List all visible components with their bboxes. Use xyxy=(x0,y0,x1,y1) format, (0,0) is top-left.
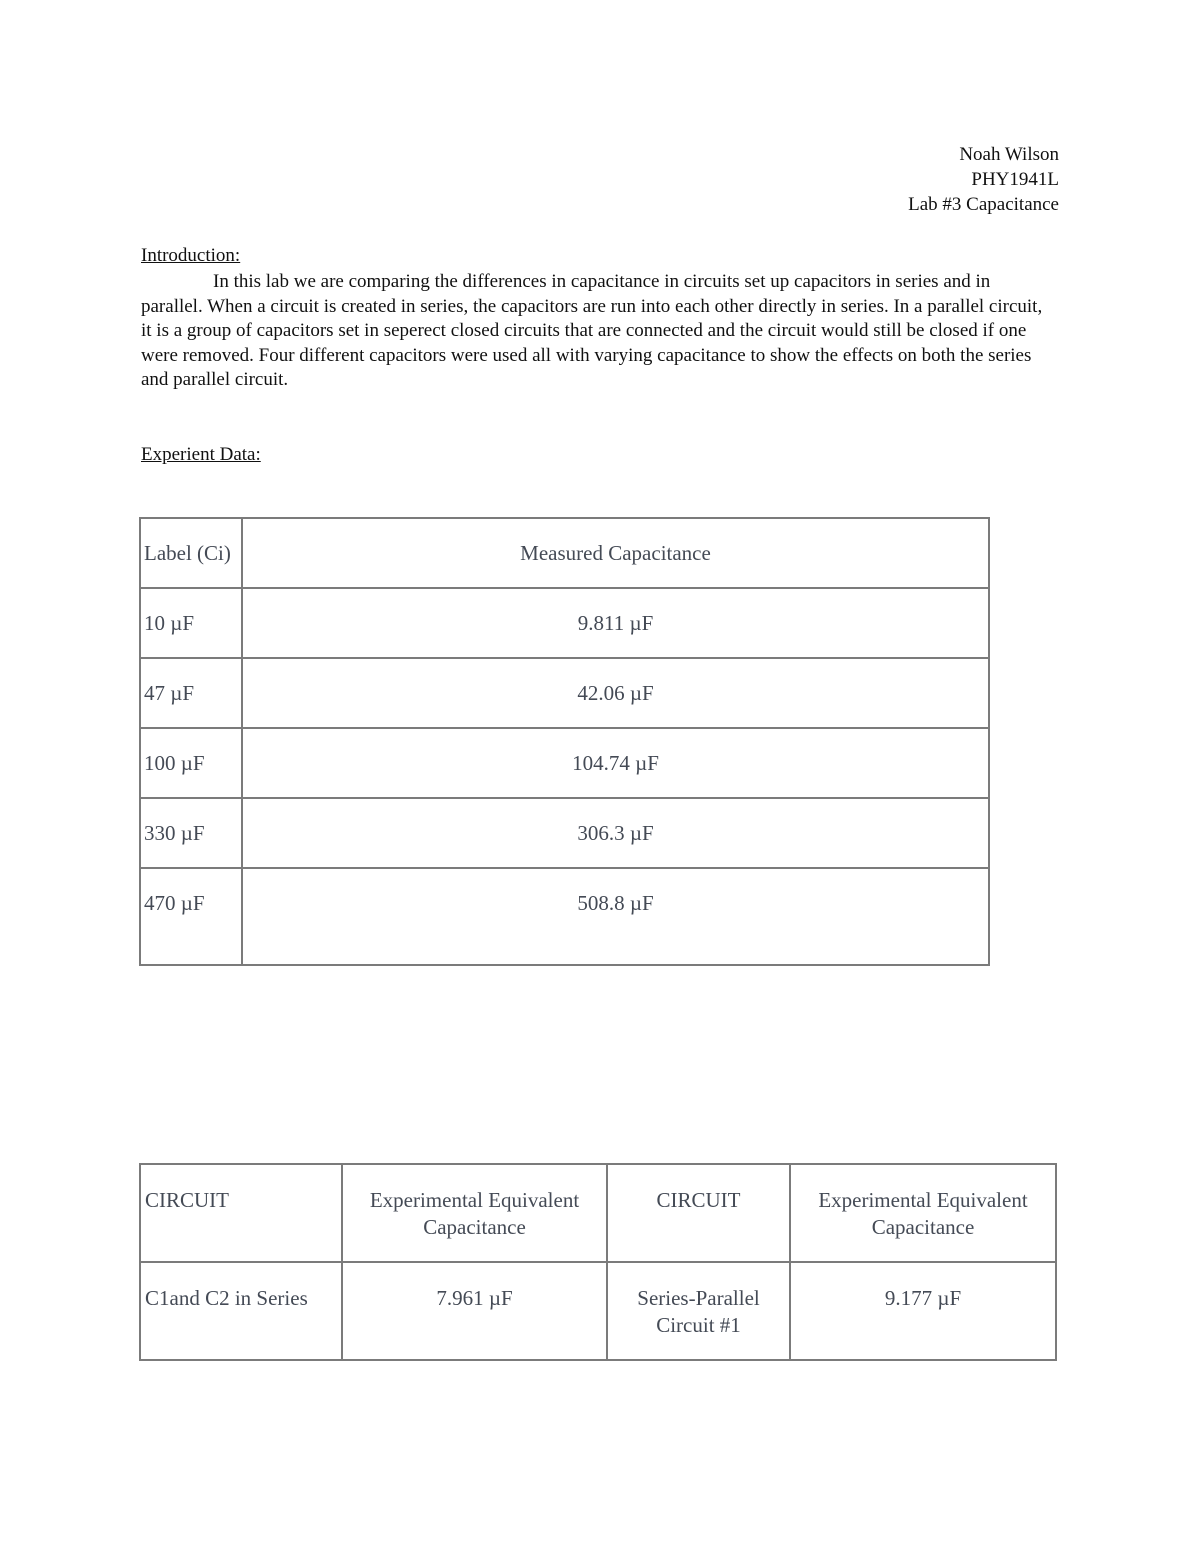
table-cell xyxy=(140,728,242,798)
equivalent-capacitance-value: 9.177 µF xyxy=(884,1286,962,1310)
table-header-cell xyxy=(140,518,242,588)
table-row xyxy=(140,868,989,965)
table-cell xyxy=(242,868,989,965)
header-circuit: CIRCUIT xyxy=(656,1188,741,1212)
experiment-data-heading: Experient Data: xyxy=(141,444,261,465)
header-label-ci: Label (Ci) xyxy=(144,541,231,565)
table-header-cell xyxy=(607,1164,790,1262)
table-header-row xyxy=(140,1164,1056,1262)
table-header-cell xyxy=(342,1164,607,1262)
table-cell xyxy=(607,1262,790,1360)
table-cell xyxy=(242,658,989,728)
label-value: 10 µF xyxy=(144,611,195,635)
introduction-paragraph: In this lab we are comparing the differences in capacitance in circuits set up capacitors in series and in parallel. When a circuit is created in series, the capacitors are run into each other directly in series. In a parallel circuit, it is a group of capacitors set in seperect closed circuits that are connected and the circuit would still be closed if one were removed. Four different capacitors were used all with varying capacitance to show the effects on both the series and parallel circuit. xyxy=(141,271,1043,390)
measured-value: 42.06 µF xyxy=(577,681,654,705)
table-cell xyxy=(140,658,242,728)
author-name: Noah Wilson xyxy=(959,144,1059,165)
circuit-name: Series-Parallel Circuit #1 xyxy=(637,1286,760,1337)
header-measured-capacitance: Measured Capacitance xyxy=(520,541,711,565)
table-cell xyxy=(140,868,242,965)
label-value: 330 µF xyxy=(144,821,205,845)
author-header xyxy=(908,142,1059,217)
measured-value: 508.8 µF xyxy=(577,891,654,915)
table-row xyxy=(140,658,989,728)
table-cell xyxy=(242,588,989,658)
measured-value: 104.74 µF xyxy=(572,751,659,775)
label-value: 470 µF xyxy=(144,891,205,915)
label-value: 47 µF xyxy=(144,681,195,705)
table-header-cell xyxy=(790,1164,1056,1262)
table-row xyxy=(140,588,989,658)
introduction-heading: Introduction: xyxy=(141,245,241,266)
measured-value: 306.3 µF xyxy=(577,821,654,845)
table-cell xyxy=(242,798,989,868)
header-equivalent-capacitance: Experimental Equivalent Capacitance xyxy=(818,1188,1028,1239)
table-row xyxy=(140,1262,1056,1360)
header-equivalent-capacitance: Experimental Equivalent Capacitance xyxy=(369,1188,580,1239)
capacitance-table xyxy=(139,517,990,966)
table-cell xyxy=(342,1262,607,1360)
circuit-table xyxy=(139,1163,1057,1361)
table-header-cell xyxy=(242,518,989,588)
label-value: 100 µF xyxy=(144,751,205,775)
circuit-name: C1and C2 in Series xyxy=(145,1286,308,1310)
table-header-row xyxy=(140,518,989,588)
table-cell xyxy=(140,588,242,658)
lab-title: Lab #3 Capacitance xyxy=(908,194,1059,215)
table-cell xyxy=(790,1262,1056,1360)
table-cell xyxy=(140,1262,342,1360)
header-circuit: CIRCUIT xyxy=(145,1188,229,1212)
table-cell xyxy=(242,728,989,798)
equivalent-capacitance-value: 7.961 µF xyxy=(436,1286,513,1310)
table-header-cell xyxy=(140,1164,342,1262)
measured-value: 9.811 µF xyxy=(577,611,654,635)
table-cell xyxy=(140,798,242,868)
course-code: PHY1941L xyxy=(971,169,1059,190)
table-row xyxy=(140,798,989,868)
table-row xyxy=(140,728,989,798)
